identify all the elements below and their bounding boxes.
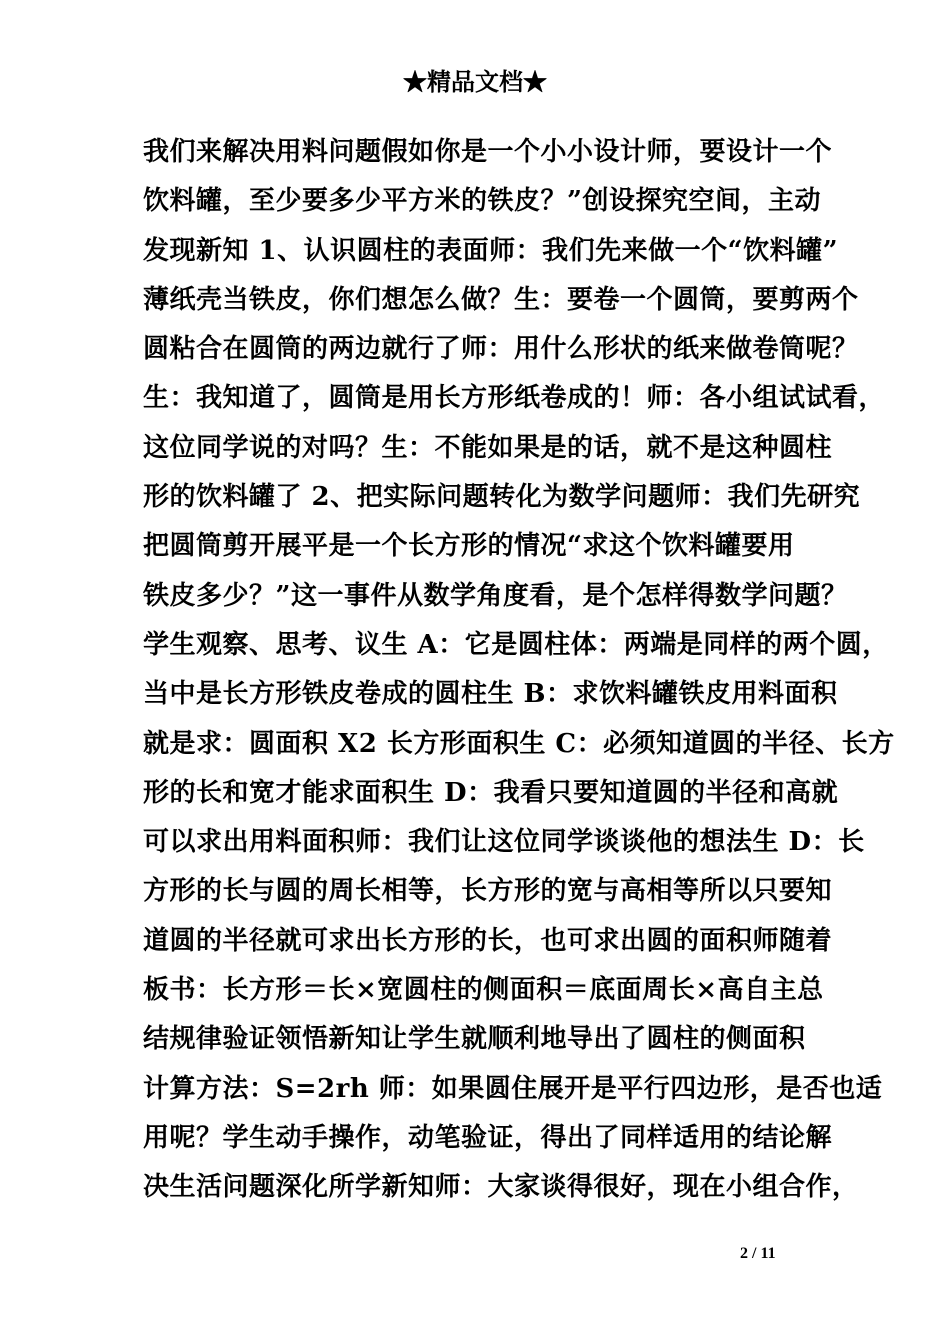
text-line: 用呢？学生动手操作，动笔验证，得出了同样适用的结论解 (143, 1122, 833, 1153)
text-line: 板书：长方形＝长×宽圆柱的侧面积＝底面周长×高自主总 (143, 975, 824, 1006)
text-line: 当中是长方形铁皮卷成的圆柱生 B：求饮料罐铁皮用料面积 (143, 679, 838, 710)
text-line: 圆粘合在圆筒的两边就行了师：用什么形状的纸来做卷筒呢？ (143, 334, 859, 365)
text-line: 决生活问题深化所学新知师：大家谈得很好，现在小组合作， (143, 1172, 859, 1203)
page-number: 2 / 11 (740, 1245, 776, 1262)
text-line: 形的饮料罐了 2、把实际问题转化为数学问题师：我们先研究 (143, 482, 861, 513)
text-line: 饮料罐，至少要多少平方米的铁皮？”创设探究空间，主动 (143, 186, 821, 217)
text-line: 把圆筒剪开展平是一个长方形的情况“求这个饮料罐要用 (143, 531, 795, 562)
text-line: 我们来解决用料问题假如你是一个小小设计师，要设计一个 (143, 137, 833, 167)
page-header: ★精品文档★ (403, 67, 547, 96)
text-line: 就是求：圆面积 X2 长方形面积生 C：必须知道圆的半径、长方 (143, 728, 895, 759)
text-line: 道圆的半径就可求出长方形的长，也可求出圆的面积师随着 (143, 925, 833, 956)
text-line: 薄纸壳当铁皮，你们想怎么做？生：要卷一个圆筒，要剪两个 (143, 284, 859, 315)
text-line: 发现新知 1、认识圆柱的表面师：我们先来做一个“饮料罐” (143, 235, 839, 266)
text-line: 这位同学说的对吗？生：不能如果是的话，就不是这种圆柱 (143, 432, 833, 463)
text-line: 可以求出用料面积师：我们让这位同学谈谈他的想法生 D：长 (143, 827, 865, 858)
text-line: 形的长和宽才能求面积生 D：我看只要知道圆的半径和高就 (143, 777, 839, 808)
body-text (143, 128, 895, 1213)
text-line: 方形的长与圆的周长相等，长方形的宽与高相等所以只要知 (143, 876, 833, 907)
text-line: 结规律验证领悟新知让学生就顺利地导出了圆柱的侧面积 (143, 1024, 806, 1055)
text-line: 计算方法：S=2rh 师：如果圆住展开是平行四边形，是否也适 (143, 1073, 883, 1104)
text-line: 学生观察、思考、议生 A：它是圆柱体：两端是同样的两个圆， (143, 629, 889, 660)
text-line: 铁皮多少？”这一事件从数学角度看，是个怎样得数学问题？ (143, 580, 848, 611)
text-line: 生：我知道了，圆筒是用长方形纸卷成的！师：各小组试试看， (143, 383, 886, 414)
